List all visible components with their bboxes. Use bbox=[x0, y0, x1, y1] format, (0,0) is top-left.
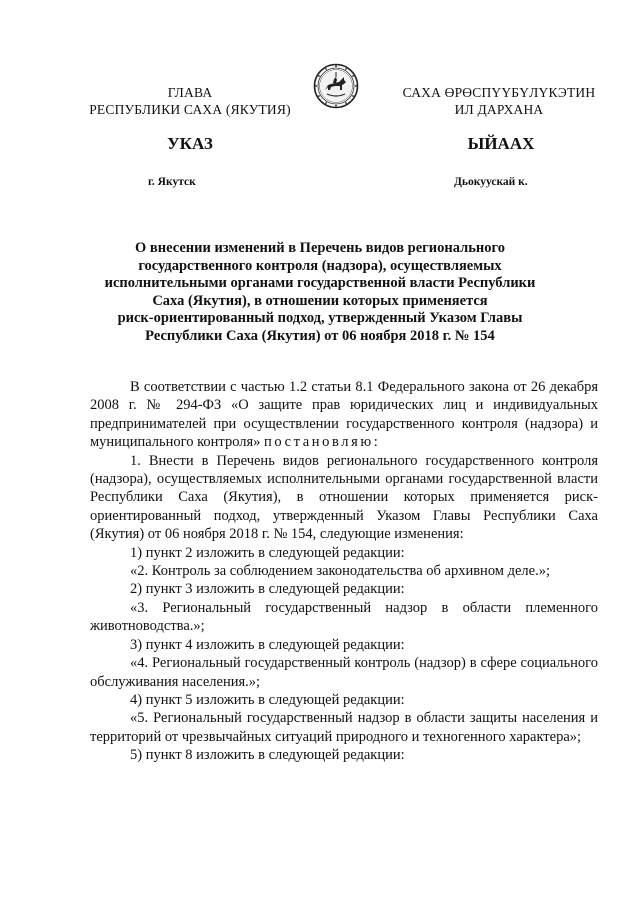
preamble-paragraph bbox=[90, 378, 598, 452]
title-line: исполнительными органами государственной власти Республики bbox=[104, 275, 536, 292]
resolve-word: постановляю: bbox=[264, 434, 381, 451]
title-line: риск-ориентированный подход, утвержденный Указом Главы bbox=[117, 310, 523, 327]
body-paragraph: «4. Региональный государственный контроль (надзор) в сфере социального обслуживания населения.»; bbox=[90, 655, 598, 690]
header-right-authority bbox=[390, 84, 608, 118]
body-paragraph: 5) пункт 8 изложить в следующей редакции: bbox=[130, 747, 405, 764]
header-left-authority bbox=[80, 84, 300, 118]
body-paragraph: «2. Контроль за соблюдением законодательства об архивном деле.»; bbox=[130, 563, 550, 580]
decree-type-left: УКАЗ bbox=[167, 134, 213, 153]
title-line: Республики Саха (Якутия) от 06 ноября 2018 г. № 154 bbox=[145, 327, 495, 344]
title-line: Саха (Якутия), в отношении которых применяется bbox=[152, 292, 488, 309]
document-title bbox=[95, 240, 545, 346]
document-body bbox=[90, 378, 598, 765]
header-left-line2: РЕСПУБЛИКИ САХА (ЯКУТИЯ) bbox=[89, 102, 291, 117]
title-line: государственного контроля (надзора), осуществляемых bbox=[138, 257, 502, 274]
decree-type-right: ЫЙААХ bbox=[467, 134, 535, 153]
body-paragraph: «5. Региональный государственный надзор в области защиты населения и территорий от чрезвычайных ситуаций природного и техногенного характера»; bbox=[90, 710, 598, 745]
body-paragraph: 1. Внести в Перечень видов регионального государственного контроля (надзора), осуществляемых исполнительными органами государственной власти Республики Саха (Якутия), в отношении которых применяется риск-ориентированный подход, утвержденный Указом Главы Республики Саха (Якутия) от 06 ноября 2018 г. № 154, следующие изменения: bbox=[90, 452, 598, 543]
body-paragraph: 3) пункт 4 изложить в следующей редакции: bbox=[130, 636, 405, 653]
body-paragraph: 4) пункт 5 изложить в следующей редакции: bbox=[130, 691, 405, 708]
header-left-line1: ГЛАВА bbox=[167, 85, 213, 100]
body-paragraph: 2) пункт 3 изложить в следующей редакции: bbox=[130, 581, 405, 598]
header-right-line1: САХА ӨРӨСПҮҮБҮЛҮКЭТИН bbox=[402, 85, 596, 100]
sakha-emblem-icon bbox=[313, 63, 359, 109]
city-right: Дьокуускай к. bbox=[454, 176, 528, 188]
header-right-line2: ИЛ ДАРХАНА bbox=[454, 102, 544, 117]
preamble-text: В соответствии с частью 1.2 статьи 8.1 Федерального закона от 26 декабря 2008 г. № 294-ФЗ «О защите прав юридических лиц и индивидуальных предпринимателей при осуществлении государственного контроля (надзора) и муниципального контроля» bbox=[90, 379, 598, 451]
title-line: О внесении изменений в Перечень видов регионального bbox=[135, 240, 505, 256]
city-left: г. Якутск bbox=[148, 176, 196, 188]
body-paragraph: 1) пункт 2 изложить в следующей редакции: bbox=[130, 544, 405, 561]
body-paragraph: «3. Региональный государственный надзор в области племенного животноводства.»; bbox=[90, 599, 598, 635]
